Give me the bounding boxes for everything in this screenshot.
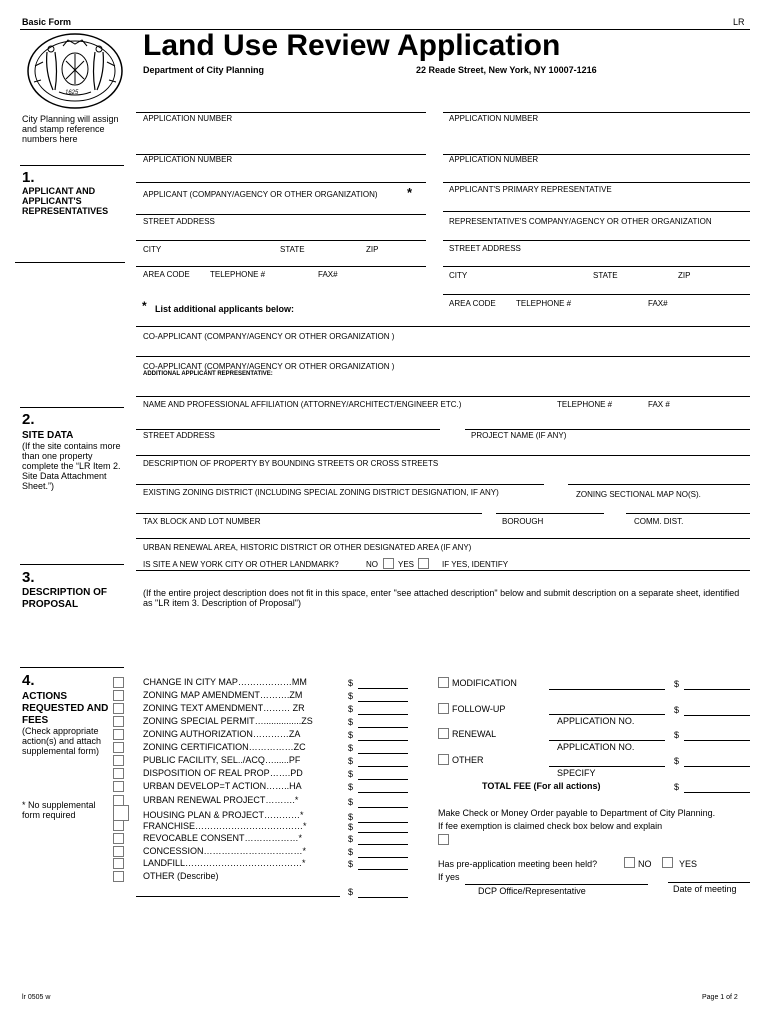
total-fee-label: TOTAL FEE (For all actions)	[482, 781, 601, 791]
action-label: URBAN DEVELOP=T ACTION……..HA	[143, 781, 302, 791]
fee-line[interactable]	[684, 689, 750, 690]
area-code-field[interactable]: AREA CODE	[143, 270, 190, 279]
action-label: LANDFILL…………………………………*	[143, 858, 306, 868]
fee-line[interactable]	[358, 807, 408, 808]
rule	[443, 211, 750, 212]
fee-dollar: $	[348, 812, 354, 822]
action-label: URBAN RENEWAL PROJECT……….*	[143, 795, 299, 805]
other-description-line[interactable]	[136, 896, 340, 897]
rule	[136, 356, 750, 357]
fee-dollar: $	[348, 822, 354, 832]
fee-dollar: $	[348, 704, 354, 714]
rep-fax-field[interactable]: FAX#	[648, 299, 668, 308]
fee-dollar: $	[348, 847, 354, 857]
rule	[626, 513, 750, 514]
section-3-number: 3.	[22, 569, 35, 586]
fee-line[interactable]	[358, 897, 408, 898]
action-label: OTHER (Describe)	[143, 871, 219, 881]
rule	[136, 266, 426, 267]
telephone-field-2[interactable]: TELEPHONE #	[557, 400, 613, 409]
rule	[136, 240, 426, 241]
primary-representative-field[interactable]: APPLICANT'S PRIMARY REPRESENTATIVE	[449, 185, 612, 194]
follow-up-application-no: APPLICATION NO.	[557, 716, 635, 726]
fee-dollar: $	[348, 769, 354, 779]
department-address: 22 Reade Street, New York, NY 10007-1216	[416, 65, 597, 75]
section-4-title: ACTIONS REQUESTED AND FEES	[22, 691, 109, 726]
rule	[136, 214, 426, 215]
fee-line[interactable]	[358, 688, 408, 689]
action-checkbox[interactable]	[113, 781, 124, 792]
seal-year: 1625	[65, 90, 79, 96]
rule	[136, 538, 750, 539]
rule	[443, 266, 750, 267]
fee-dollar: $	[348, 887, 354, 897]
action-label: REVOCABLE CONSENT………………*	[143, 833, 303, 843]
tax-block-field[interactable]: TAX BLOCK AND LOT NUMBER	[143, 517, 261, 526]
applicant-field[interactable]: APPLICANT (COMPANY/AGENCY OR OTHER ORGANIZATION)	[143, 190, 378, 199]
rule	[443, 112, 750, 113]
meeting-date-label: Date of meeting	[673, 884, 737, 894]
modification-line[interactable]	[549, 689, 665, 690]
section-2-note: (If the site contains more than one property complete the “LR Item 2. Site Data Attachment Sheet.”)	[22, 441, 121, 491]
department-name: Department of City Planning	[143, 65, 265, 75]
fee-line[interactable]	[358, 714, 408, 715]
fee-dollar: $	[674, 705, 680, 715]
fee-line[interactable]	[358, 753, 408, 754]
application-number-field[interactable]: APPLICATION NUMBER	[449, 114, 539, 123]
name-affiliation-field[interactable]: NAME AND PROFESSIONAL AFFILIATION (ATTORNEY/ARCHITECT/ENGINEER ETC.)	[143, 400, 462, 409]
rule	[20, 165, 124, 166]
rule	[443, 294, 750, 295]
urban-renewal-field[interactable]: URBAN RENEWAL AREA, HISTORIC DISTRICT OR OTHER DESIGNATED AREA (IF ANY)	[143, 543, 472, 552]
page-number: Page 1 of 2	[702, 994, 738, 1001]
form-code: LR	[733, 17, 745, 27]
rep-state-field[interactable]: STATE	[593, 271, 618, 280]
preapp-no-label: NO	[638, 859, 652, 869]
page-title: Land Use Review Application	[143, 29, 561, 62]
additional-rep-label: ADDITIONAL APPLICANT REPRESENTATIVE:	[143, 371, 273, 377]
action-checkbox[interactable]	[113, 820, 124, 831]
follow-up-line[interactable]	[549, 714, 665, 715]
rule	[136, 326, 750, 327]
action-checkbox[interactable]	[113, 703, 124, 714]
preapp-question: Has pre-application meeting been held?	[438, 859, 598, 869]
project-name-field[interactable]: PROJECT NAME (IF ANY)	[471, 431, 567, 440]
section-2-title: SITE DATA	[22, 430, 74, 441]
action-label: CONCESSION……………………………*	[143, 846, 307, 856]
rule	[136, 513, 482, 514]
other-checkbox[interactable]	[438, 754, 449, 765]
renewal-label: RENEWAL	[452, 729, 497, 739]
follow-up-checkbox[interactable]	[438, 703, 449, 714]
application-number-field[interactable]: APPLICATION NUMBER	[449, 155, 539, 164]
fax-field-2[interactable]: FAX #	[648, 400, 670, 409]
rule	[136, 429, 440, 430]
fee-dollar: $	[674, 730, 680, 740]
required-asterisk: *	[407, 185, 413, 200]
rep-zip-field[interactable]: ZIP	[678, 271, 691, 280]
fee-exemption-instruction: If fee exemption is claimed check box below and explain	[438, 821, 663, 831]
rep-city-field[interactable]: CITY	[449, 271, 468, 280]
borough-field[interactable]: BOROUGH	[502, 517, 544, 526]
action-label: HOUSING PLAN & PROJECT…………*	[143, 810, 304, 820]
fee-line[interactable]	[358, 869, 408, 870]
action-label: ZONING MAP AMENDMENT……….ZM	[143, 690, 303, 700]
action-label: ZONING TEXT AMENDMENT……… ZR	[143, 703, 305, 713]
rep-company-field[interactable]: REPRESENTATIVE'S COMPANY/AGENCY OR OTHER ORGANIZATION	[449, 217, 712, 226]
fee-dollar: $	[348, 834, 354, 844]
fee-line[interactable]	[358, 740, 408, 741]
action-checkbox[interactable]	[113, 805, 129, 821]
city-seal-icon	[25, 32, 125, 112]
action-checkbox[interactable]	[113, 768, 124, 779]
section-4-note: (Check appropriate action(s) and attach supplemental form)	[22, 726, 102, 756]
action-checkbox[interactable]	[113, 871, 124, 882]
action-label: ZONING SPECIAL PERMIT…...............ZS	[143, 716, 313, 726]
other-specify: SPECIFY	[557, 768, 596, 778]
zip-field[interactable]: ZIP	[366, 245, 379, 254]
existing-zoning-field[interactable]: EXISTING ZONING DISTRICT (INCLUDING SPECIAL ZONING DISTRICT DESIGNATION, IF ANY)	[143, 488, 499, 497]
renewal-application-no: APPLICATION NO.	[557, 742, 635, 752]
rule	[443, 240, 750, 241]
landmark-yes-checkbox[interactable]	[418, 558, 429, 569]
fee-line[interactable]	[358, 766, 408, 767]
fee-dollar: $	[348, 717, 354, 727]
fee-dollar: $	[348, 756, 354, 766]
modification-checkbox[interactable]	[438, 677, 449, 688]
street-address-field[interactable]: STREET ADDRESS	[143, 217, 215, 226]
other-line[interactable]	[549, 766, 665, 767]
fee-dollar: $	[348, 730, 354, 740]
fee-line[interactable]	[358, 857, 408, 858]
fee-dollar: $	[348, 859, 354, 869]
zoning-map-field[interactable]: ZONING SECTIONAL MAP NO(S).	[576, 490, 701, 499]
preapp-yes-label: YES	[679, 859, 698, 869]
action-checkbox[interactable]	[113, 846, 124, 857]
rule	[20, 407, 124, 408]
fee-dollar: $	[674, 756, 680, 766]
dcp-office-label: DCP Office/Representative	[478, 886, 586, 896]
action-checkbox[interactable]	[113, 858, 124, 869]
fee-dollar: $	[674, 679, 680, 689]
action-checkbox[interactable]	[113, 742, 124, 753]
rule	[15, 262, 125, 263]
rule	[568, 484, 750, 485]
fee-line[interactable]	[358, 779, 408, 780]
fee-dollar: $	[348, 678, 354, 688]
fee-line[interactable]	[358, 792, 408, 793]
rule	[136, 570, 750, 571]
modification-label: MODIFICATION	[452, 678, 517, 688]
other-label: OTHER	[452, 755, 484, 765]
preapp-yes-checkbox[interactable]	[662, 857, 673, 868]
action-label: FRANCHISE………………………………*	[143, 821, 307, 831]
section-1-number: 1.	[22, 169, 35, 186]
action-checkbox[interactable]	[113, 729, 124, 740]
site-street-address-field[interactable]: STREET ADDRESS	[143, 431, 215, 440]
property-description-field[interactable]: DESCRIPTION OF PROPERTY BY BOUNDING STREETS OR CROSS STREETS	[143, 459, 439, 468]
identify-label: IF YES, IDENTIFY	[442, 560, 509, 569]
follow-up-label: FOLLOW-UP	[452, 704, 506, 714]
fee-line[interactable]	[358, 701, 408, 702]
reference-note: City Planning will assign and stamp reference numbers here	[22, 114, 119, 144]
dcp-office-line[interactable]	[465, 884, 648, 885]
rule	[20, 667, 124, 668]
renewal-checkbox[interactable]	[438, 728, 449, 739]
payment-instruction: Make Check or Money Order payable to Department of City Planning.	[438, 808, 716, 818]
rule	[136, 112, 426, 113]
state-field[interactable]: STATE	[280, 245, 305, 254]
fee-exemption-checkbox[interactable]	[438, 834, 449, 845]
rule	[465, 429, 750, 430]
footer-code: lr 0505 w	[22, 994, 51, 1001]
fee-dollar: $	[348, 797, 354, 807]
rule	[136, 455, 750, 456]
action-checkbox[interactable]	[113, 755, 124, 766]
renewal-line[interactable]	[549, 740, 665, 741]
action-checkbox[interactable]	[113, 690, 124, 701]
total-fee-line[interactable]	[684, 792, 750, 793]
landmark-yes-label: YES	[398, 560, 415, 569]
section-2-number: 2.	[22, 411, 35, 428]
action-label: CHANGE IN CITY MAP………………MM	[143, 677, 307, 687]
fee-dollar: $	[348, 743, 354, 753]
rule	[496, 513, 604, 514]
action-checkbox[interactable]	[113, 677, 124, 688]
section-3-title: DESCRIPTION OF PROPOSAL	[22, 587, 108, 610]
section-1-title: APPLICANT AND APPLICANT'S REPRESENTATIVES	[22, 186, 109, 216]
fee-line[interactable]	[358, 832, 408, 833]
fee-line[interactable]	[684, 740, 750, 741]
section-4-star-note: * No supplemental form required	[22, 800, 96, 820]
fee-line[interactable]	[358, 727, 408, 728]
preapp-if-yes: If yes	[438, 872, 460, 882]
action-label: DISPOSITION OF REAL PROP…….PD	[143, 768, 303, 778]
rule	[136, 484, 544, 485]
landmark-question: IS SITE A NEW YORK CITY OR OTHER LANDMARK?	[143, 560, 339, 569]
telephone-field[interactable]: TELEPHONE #	[210, 270, 266, 279]
fee-line[interactable]	[684, 715, 750, 716]
rep-area-code-field[interactable]: AREA CODE	[449, 299, 496, 308]
meeting-date-line[interactable]	[668, 882, 750, 883]
rep-street-address-field[interactable]: STREET ADDRESS	[449, 244, 521, 253]
fax-field[interactable]: FAX#	[318, 270, 338, 279]
co-applicant-field[interactable]: CO-APPLICANT (COMPANY/AGENCY OR OTHER ORGANIZATION )	[143, 362, 395, 371]
application-number-field[interactable]: APPLICATION NUMBER	[143, 155, 233, 164]
action-checkbox[interactable]	[113, 833, 124, 844]
application-number-field[interactable]: APPLICATION NUMBER	[143, 114, 233, 123]
rule	[20, 564, 124, 565]
action-label: ZONING CERTIFICATION……………ZC	[143, 742, 306, 752]
comm-dist-field[interactable]: COMM. DIST.	[634, 517, 684, 526]
total-fee-dollar: $	[674, 782, 680, 792]
form-type: Basic Form	[22, 17, 72, 27]
landmark-no-checkbox[interactable]	[383, 558, 394, 569]
action-label: ZONING AUTHORIZATION…………ZA	[143, 729, 301, 739]
additional-asterisk: *	[142, 299, 147, 313]
fee-dollar: $	[348, 782, 354, 792]
additional-applicants-label: List additional applicants below:	[155, 304, 295, 314]
fee-dollar: $	[348, 691, 354, 701]
rep-telephone-field[interactable]: TELEPHONE #	[516, 299, 572, 308]
action-label: PUBLIC FACILITY, SEL../ACQ…......PF	[143, 755, 301, 765]
fee-line[interactable]	[358, 822, 408, 823]
fee-line[interactable]	[684, 766, 750, 767]
landmark-no-label: NO	[366, 560, 378, 569]
rule	[136, 396, 750, 397]
city-field[interactable]: CITY	[143, 245, 162, 254]
action-checkbox[interactable]	[113, 716, 124, 727]
preapp-no-checkbox[interactable]	[624, 857, 635, 868]
rule	[443, 182, 750, 183]
section-4-number: 4.	[22, 672, 35, 689]
rule	[136, 182, 426, 183]
section-3-note: (If the entire project description does not fit in this space, enter "see attached description" below and submit description on a separate sheet, identified as "LR item 3. Description of Proposal")	[143, 588, 740, 608]
co-applicant-field[interactable]: CO-APPLICANT (COMPANY/AGENCY OR OTHER ORGANIZATION )	[143, 332, 395, 341]
fee-line[interactable]	[358, 844, 408, 845]
